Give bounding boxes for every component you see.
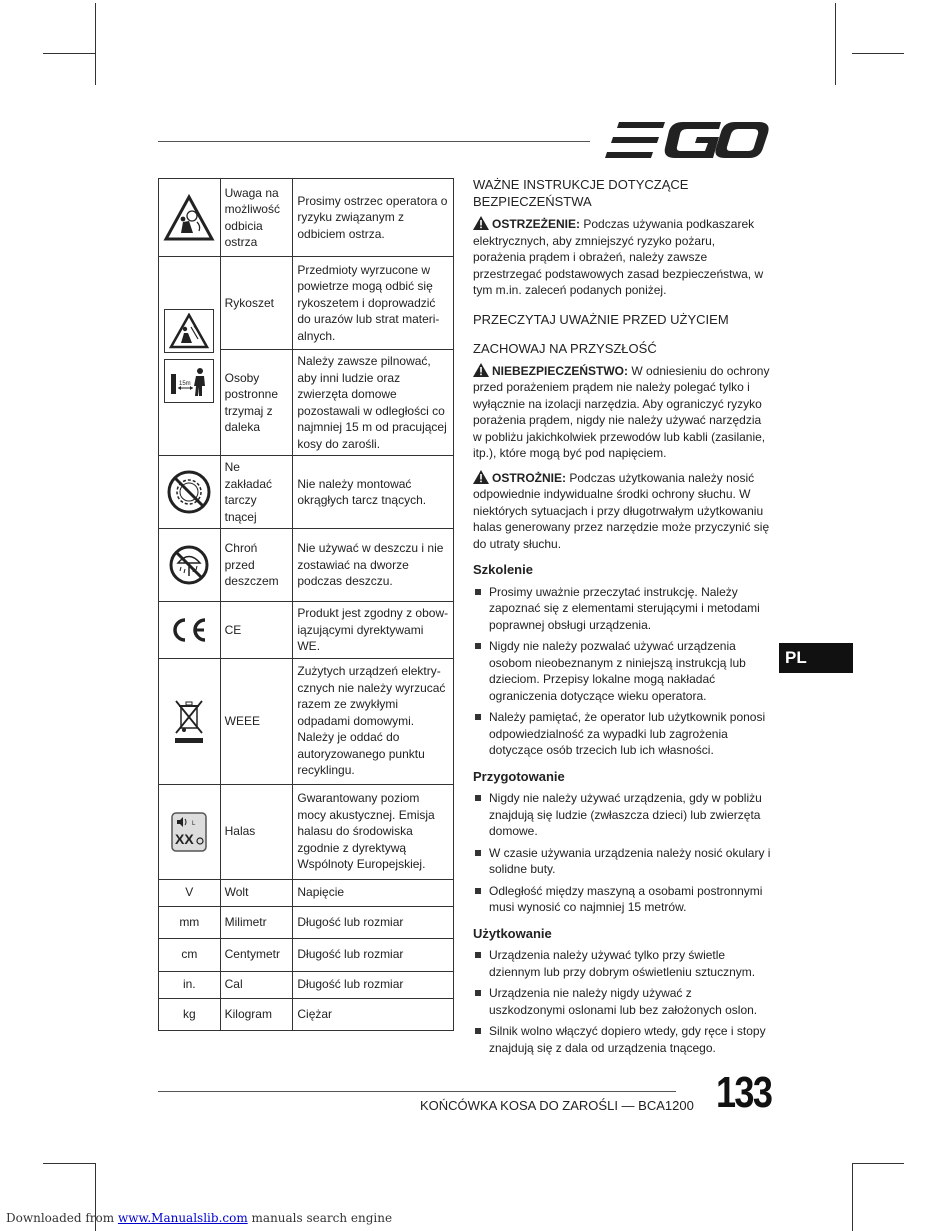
blade-thrust-warning-icon: [163, 194, 215, 242]
symbol-desc: Przedmioty wyrzucone w powietrze mogą odbić się rykoszetem i doprowadzić do urazów lub strat materi-alnych.: [293, 257, 454, 350]
table-row: [159, 879, 454, 906]
ce-mark-icon: [168, 616, 210, 644]
page-number: 133: [716, 1068, 772, 1117]
unit-abbr: in.: [159, 971, 221, 998]
warning-label: OSTRZEŻENIE:: [492, 217, 581, 231]
icon-cell: [159, 456, 221, 529]
header-rule: [158, 141, 590, 142]
table-row: [159, 529, 454, 602]
symbols-table: [158, 178, 454, 1031]
symbol-name: Rykoszet: [220, 257, 293, 350]
crop-mark: [43, 1163, 95, 1164]
symbol-name: WEEE: [220, 658, 293, 784]
crop-mark: [43, 53, 95, 54]
icon-cell: [159, 602, 221, 659]
table-row: [159, 602, 454, 659]
caution-label: OSTROŻNIE:: [492, 470, 566, 485]
list-item: Należy pamiętać, że operator lub użytkownik ponosi odpowiedzialność za wypadki lub zagrożenia dotyczące osób trzecich lub ich własności.: [473, 709, 771, 759]
download-suffix: manuals search engine: [251, 1211, 393, 1225]
list-item: Prosimy uważnie przeczytać instrukcję. Należy zapoznać się z elementami sterującymi i metodami poprawnej obsługi urządzenia.: [473, 584, 771, 634]
unit-name: Wolt: [220, 879, 293, 906]
noise-level-icon: [171, 812, 207, 852]
noise-level-label: XX: [175, 830, 194, 847]
table-row: [159, 971, 454, 998]
ricochet-icon: [169, 313, 209, 349]
warning-triangle-icon: [473, 363, 489, 377]
icon-cell: [159, 179, 221, 257]
warning-paragraph: [473, 216, 771, 299]
danger-paragraph: [473, 363, 771, 462]
symbol-desc: Produkt jest zgodny z obow-iązującymi dyrektywami WE.: [293, 602, 454, 659]
language-tab: PL: [779, 643, 853, 673]
unit-desc: Długość lub rozmiar: [293, 906, 454, 938]
keep-heading: ZACHOWAJ NA PRZYSZŁOŚĆ: [473, 340, 657, 356]
symbol-name: Osoby postronne trzymaj z daleka: [220, 350, 293, 456]
crop-mark: [852, 1163, 904, 1164]
symbol-desc: Należy zawsze pilnować, aby inni ludzie oraz zwierzęta domowe pozostawali w odległości co najmniej 15 m od pracującej kosy do zarośli.: [293, 350, 454, 456]
table-row: [159, 456, 454, 529]
training-heading: Szkolenie: [473, 562, 533, 577]
icon-cell: [159, 529, 221, 602]
crop-mark: [835, 3, 836, 85]
symbol-desc: Nie używać w deszczu i nie zostawiać na dworze podczas deszczu.: [293, 529, 454, 602]
list-item: W czasie używania urządzenia należy nosić okulary i solidne buty.: [473, 845, 771, 878]
use-list: [473, 947, 771, 1056]
download-bar: [6, 1211, 392, 1225]
table-row: [159, 179, 454, 257]
footer-rule: [158, 1091, 676, 1092]
table-row: [159, 658, 454, 784]
table-row: [159, 938, 454, 971]
icon-cell: [159, 784, 221, 879]
icon-cell: [159, 658, 221, 784]
symbol-name: Chroń przed deszczem: [220, 529, 293, 602]
symbol-name: Uwaga na możliwość odbicia ostrza: [220, 179, 293, 257]
unit-abbr: mm: [159, 906, 221, 938]
list-item: Urządzenia nie należy nigdy używać z uszkodzonymi oslonami lub bez założonych oslon.: [473, 985, 771, 1018]
list-item: Silnik wolno włączyć dopiero wtedy, gdy ręce i stopy znajdują się z dala od urządzenia tnącego.: [473, 1023, 771, 1056]
training-list: [473, 584, 771, 759]
warning-triangle-icon: [473, 470, 489, 484]
unit-desc: Długość lub rozmiar: [293, 971, 454, 998]
icon-cell: [159, 257, 221, 456]
unit-desc: Długość lub rozmiar: [293, 938, 454, 971]
warning-text: Podczas używania podkaszarek elektrycznych, aby zmniejszyć ryzyko pożaru, porażenia prądem i obrażeń, należy zawsze przestrzegać podstawowych zasad bezpieczeństwa, w tym m.in. zaleceń podanych poniżej.: [473, 217, 764, 297]
svg-text:L: L: [192, 820, 196, 827]
unit-name: Cal: [220, 971, 293, 998]
symbol-name: Halas: [220, 784, 293, 879]
crop-mark: [95, 3, 96, 85]
section-title: WAŻNE INSTRUKCJE DOTYCZĄCE BEZPIECZEŃSTWA: [473, 177, 689, 209]
symbol-desc: Gwarantowany poziom mocy akustycznej. Emisja halasu do środowiska zgodnie z dyrektywą Wspólnoty Europejskiej.: [293, 784, 454, 879]
crop-mark: [852, 1163, 853, 1231]
distance-label: 15m: [179, 381, 191, 387]
crop-mark: [852, 53, 904, 54]
prep-heading: Przygotowanie: [473, 768, 565, 784]
no-rain-icon: [167, 543, 211, 587]
list-item: Nigdy nie należy używać urządzenia, gdy w pobliżu znajdują się ludzie (zwłaszcza dzieci) lub zwierzęta domowe.: [473, 790, 771, 840]
table-row: [159, 257, 454, 350]
table-row: [159, 784, 454, 879]
use-heading: Użytkowanie: [473, 925, 552, 941]
unit-abbr: kg: [159, 998, 221, 1030]
unit-name: Centymetr: [220, 938, 293, 971]
table-row: [159, 906, 454, 938]
symbol-desc: Nie należy montować okrągłych tarcz tnących.: [293, 456, 454, 529]
symbol-desc: Zużytych urządzeń elektry-cznych nie należy wyrzucać razem ze zwykłymi odpadami domowymi. Należy je oddać do autoryzowanego punktu recyklingu.: [293, 658, 454, 784]
bystanders-distance-icon: [168, 364, 210, 398]
list-item: Urządzenia należy używać tylko przy świetle dziennym lub przy dobrym oświetleniu sztucznym.: [473, 947, 771, 980]
prep-list: [473, 790, 771, 916]
caution-paragraph: [473, 470, 771, 553]
symbol-desc: Prosimy ostrzec operatora o ryzyku związanym z odbiciem ostrza.: [293, 179, 454, 257]
symbol-name: CE: [220, 602, 293, 659]
table-row: [159, 998, 454, 1030]
read-heading: PRZECZYTAJ UWAŻNIE PRZED UŻYCIEM: [473, 311, 729, 327]
caution-text: Podczas użytkowania należy nosić odpowiednie indywidualne środki ochrony słuchu. W niektórych sytuacjach i przy długotrwałym użytkowaniu halas generowany przez narzędzie może przyczynić się do utraty słuchu.: [473, 470, 770, 551]
list-item: Odległość między maszyną a osobami postronnymi musi wynosić co najmniej 15 metrów.: [473, 883, 771, 916]
unit-abbr: cm: [159, 938, 221, 971]
symbol-name: Ne zakładać tarczy tnącej: [220, 456, 293, 529]
unit-name: Milimetr: [220, 906, 293, 938]
unit-desc: Ciężar: [293, 998, 454, 1030]
unit-desc: Napięcie: [293, 879, 454, 906]
danger-label: NIEBEZPIECZEŃSTWO:: [492, 363, 629, 378]
no-toothed-blade-icon: [166, 469, 212, 515]
list-item: Nigdy nie należy pozwalać używać urządzenia osobom nieobeznanym z niniejszą instrukcją lub dzieciom. Przepisy lokalne mogą nakładać ograniczenia dotyczące wieku operatora.: [473, 638, 771, 704]
download-prefix: Downloaded from: [6, 1211, 115, 1225]
warning-triangle-icon: [473, 216, 489, 230]
weee-icon: [171, 696, 207, 746]
footer-title: KOŃCÓWKA KOSA DO ZAROŚLI — BCA1200: [420, 1098, 694, 1113]
manualslib-link[interactable]: www.Manualslib.com: [117, 1211, 248, 1225]
unit-abbr: V: [159, 879, 221, 906]
unit-name: Kilogram: [220, 998, 293, 1030]
safety-instructions: [473, 176, 771, 1062]
danger-text: W odniesieniu do ochrony przed porażeniem prądem nie należy polegać tylko i wyłącznie na izolacji narzędzia. Aby ograniczyć ryzyko porażenia prądem, nigdy nie należy używać narzędzia w pobliżu jakichkolwiek przewodów lub kabli (zasilanie, itp.), które mogą być pod napięciem.: [473, 363, 770, 460]
ego-logo: [603, 120, 769, 160]
